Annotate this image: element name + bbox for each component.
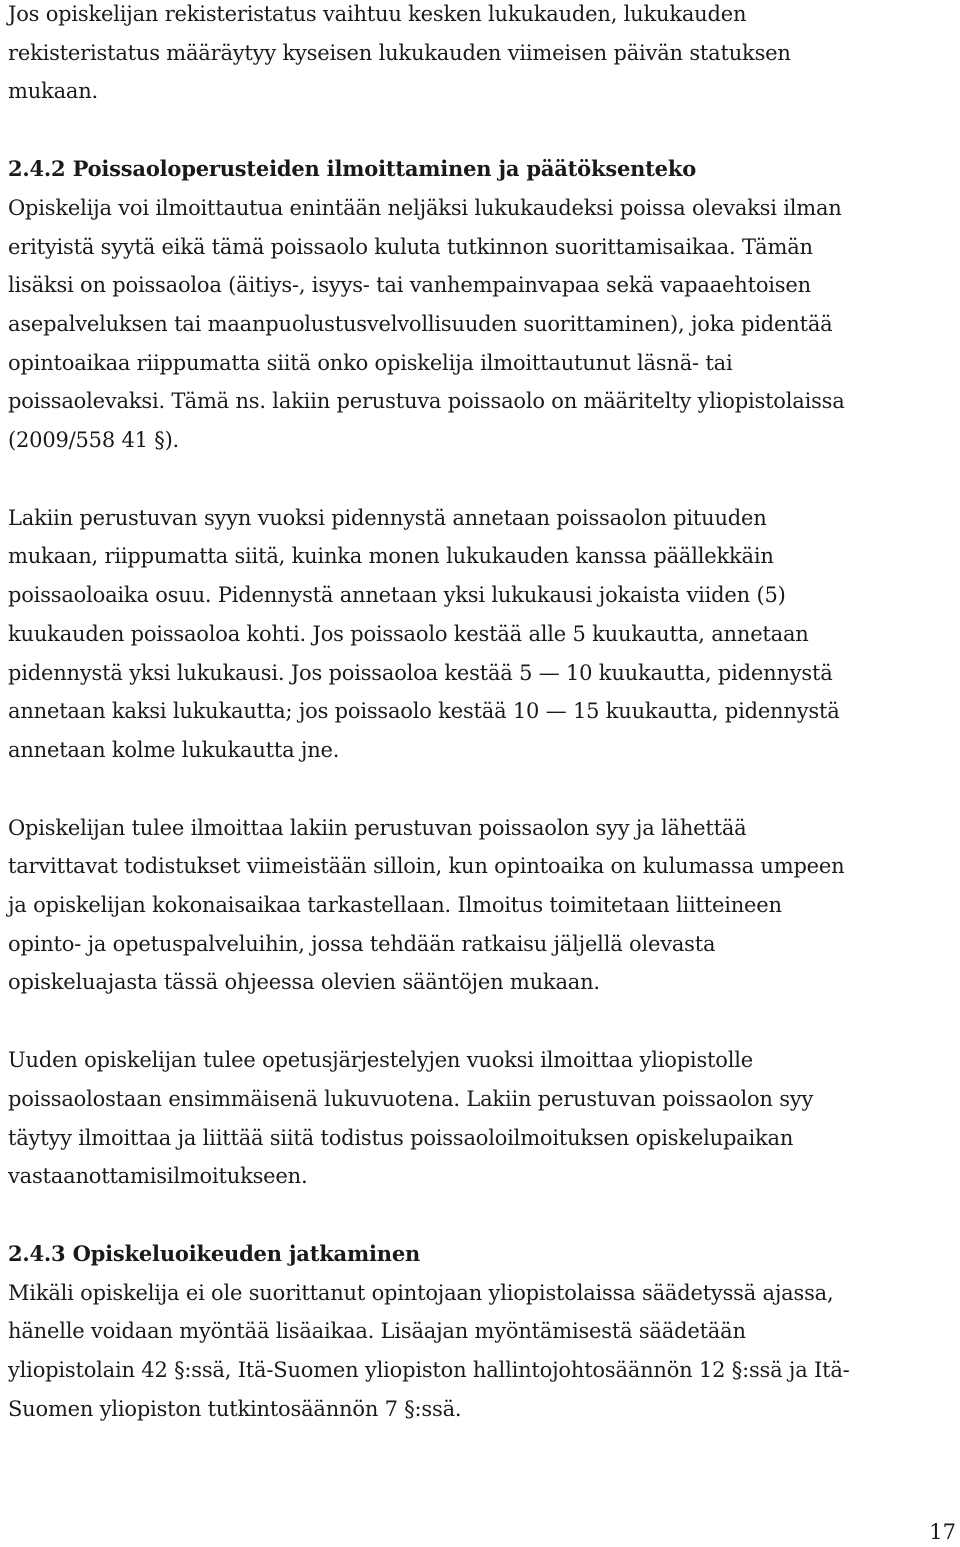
- text-line: hänelle voidaan myöntää lisäaikaa. Lisäajan myöntämisestä säädetään: [8, 1319, 746, 1343]
- text-line: Uuden opiskelijan tulee opetusjärjestelyjen vuoksi ilmoittaa yliopistolle: [8, 1048, 753, 1072]
- text-line: Lakiin perustuvan syyn vuoksi pidennystä annetaan poissaolon pituuden: [8, 506, 767, 530]
- text-line: asepalveluksen tai maanpuolustusvelvollisuuden suorittaminen), joka pidentää: [8, 312, 833, 336]
- page-number: 17: [929, 1520, 956, 1544]
- text-line: annetaan kolme lukukautta jne.: [8, 738, 340, 762]
- text-line: täytyy ilmoittaa ja liittää siitä todistus poissaoloilmoituksen opiskelupaikan: [8, 1126, 794, 1150]
- text-line: opinto- ja opetuspalveluihin, jossa tehdään ratkaisu jäljellä olevasta: [8, 932, 716, 956]
- text-line: Suomen yliopiston tutkintosäännön 7 §:ssä.: [8, 1397, 462, 1421]
- text-line: erityistä syytä eikä tämä poissaolo kuluta tutkinnon suorittamisaikaa. Tämän: [8, 235, 813, 259]
- text-line: poissaoloaika osuu. Pidennystä annetaan yksi lukukausi jokaista viiden (5): [8, 583, 786, 607]
- text-line: opintoaikaa riippumatta siitä onko opiskelija ilmoittautunut läsnä- tai: [8, 351, 733, 375]
- text-line: poissaolevaksi. Tämä ns. lakiin perustuva poissaolo on määritelty yliopistolaissa: [8, 389, 845, 413]
- text-line: rekisteristatus määräytyy kyseisen lukukauden viimeisen päivän statuksen: [8, 41, 791, 65]
- section-heading: 2.4.3 Opiskeluoikeuden jatkaminen: [8, 1241, 421, 1266]
- text-line: Jos opiskelijan rekisteristatus vaihtuu kesken lukukauden, lukukauden: [8, 2, 747, 26]
- section-heading: 2.4.2 Poissaoloperusteiden ilmoittaminen ja päätöksenteko: [8, 156, 696, 181]
- text-line: opiskeluajasta tässä ohjeessa olevien sääntöjen mukaan.: [8, 970, 600, 994]
- text-line: ja opiskelijan kokonaisaikaa tarkastellaan. Ilmoitus toimitetaan liitteineen: [8, 893, 782, 917]
- text-line: poissaolostaan ensimmäisenä lukuvuotena. Lakiin perustuvan poissaolon syy: [8, 1087, 814, 1111]
- text-line: mukaan, riippumatta siitä, kuinka monen lukukauden kanssa päällekkäin: [8, 544, 774, 568]
- text-line: vastaanottamisilmoitukseen.: [8, 1164, 308, 1188]
- text-line: annetaan kaksi lukukautta; jos poissaolo kestää 10 — 15 kuukautta, pidennystä: [8, 699, 840, 723]
- text-line: pidennystä yksi lukukausi. Jos poissaoloa kestää 5 — 10 kuukautta, pidennystä: [8, 661, 833, 685]
- text-line: (2009/558 41 §).: [8, 428, 180, 452]
- text-line: Opiskelijan tulee ilmoittaa lakiin perustuvan poissaolon syy ja lähettää: [8, 816, 747, 840]
- text-line: yliopistolain 42 §:ssä, Itä-Suomen yliopiston hallintojohtosäännön 12 §:ssä ja Itä-: [8, 1358, 850, 1382]
- text-line: tarvittavat todistukset viimeistään silloin, kun opintoaika on kulumassa umpeen: [8, 854, 845, 878]
- text-line: Opiskelija voi ilmoittautua enintään neljäksi lukukaudeksi poissa olevaksi ilman: [8, 196, 842, 220]
- text-line: lisäksi on poissaoloa (äitiys-, isyys- tai vanhempainvapaa sekä vapaaehtoisen: [8, 273, 811, 297]
- text-line: Mikäli opiskelija ei ole suorittanut opintojaan yliopistolaissa säädetyssä ajassa,: [8, 1281, 834, 1305]
- text-line: mukaan.: [8, 79, 99, 103]
- text-line: kuukauden poissaoloa kohti. Jos poissaolo kestää alle 5 kuukautta, annetaan: [8, 622, 809, 646]
